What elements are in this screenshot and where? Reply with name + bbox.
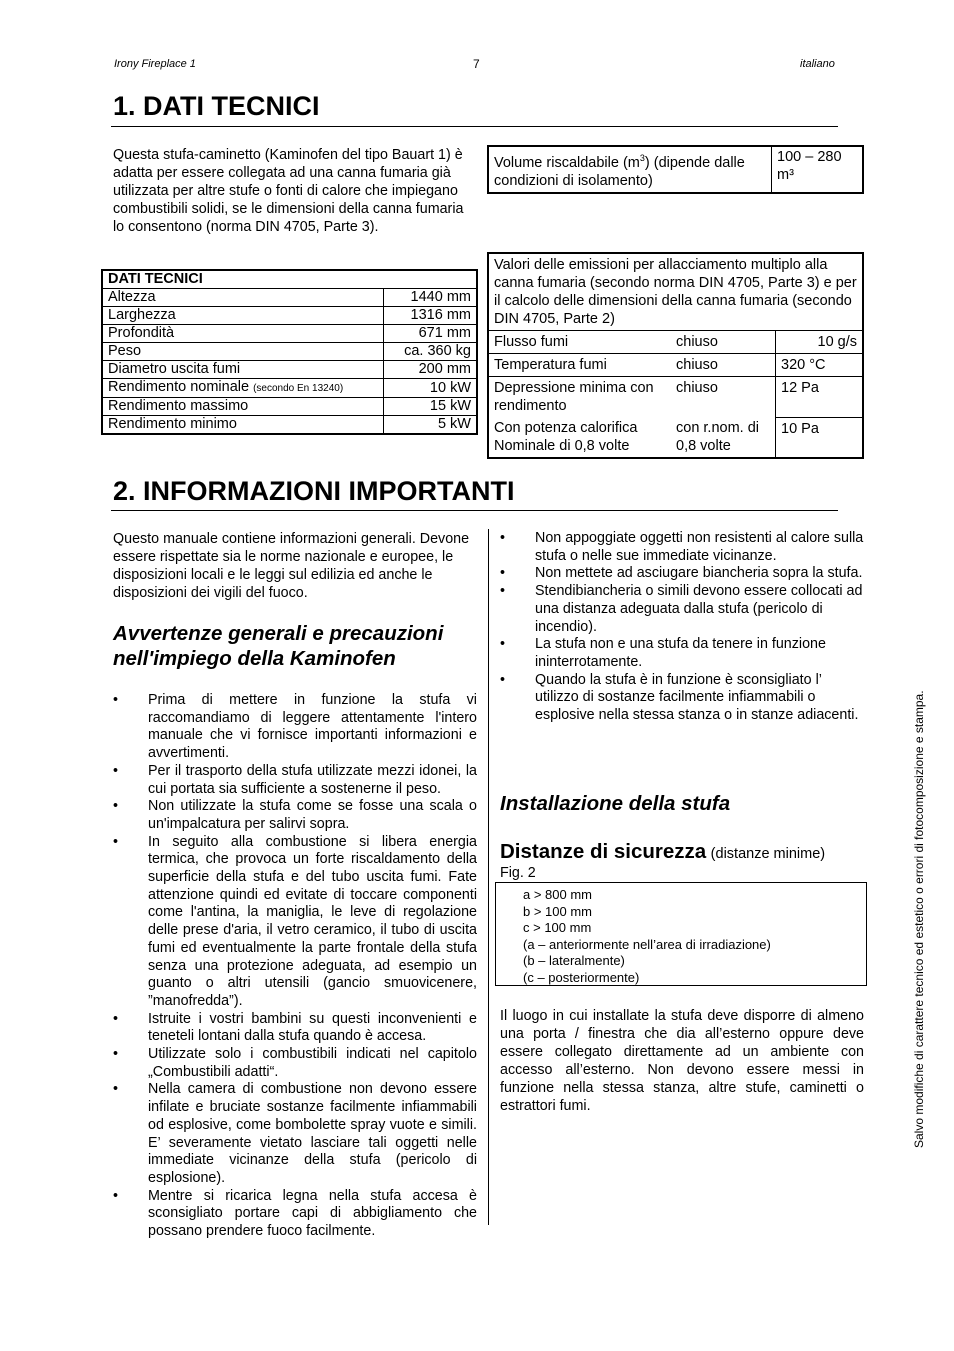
tech-value: 671 mm	[384, 325, 478, 343]
tech-label: Rendimento massimo	[102, 398, 384, 416]
section1-rule	[111, 126, 838, 127]
section2-rule	[111, 510, 838, 511]
column-divider	[488, 529, 489, 1225]
emission-row	[488, 331, 863, 354]
figure-ref: Fig. 2	[500, 865, 536, 881]
emission-cell: con r.nom. di 0,8 volte	[671, 417, 776, 458]
list-item: • Non appoggiate oggetti non resistenti al calore sulla stufa o nelle sue immediate vicinanze.	[500, 530, 864, 565]
tech-table-row	[102, 325, 477, 343]
section2-title: 2. INFORMAZIONI IMPORTANTI	[113, 476, 515, 506]
volume-value: 100 – 280 m³	[777, 149, 842, 183]
list-item: • In seguito alla combustione si libera energia termica, che provoca un forte riscaldamento della superficie della stufa e del tubo uscita fumi. Fate attenzione quindi ed evitate di toccare componenti come l'antina, la maniglia, le leve di regolazione delle prese d'aria, il vetro ceramico, il tubo di uscita fumi ed eventualmente la parte frontale della stufa senza una protezione adeguata, ad esempio un guanto o altri utensili (gancio smuovicenere, ”manofredda”).	[113, 834, 477, 1011]
safety-distance-box	[495, 882, 867, 986]
tech-value: 10 kW	[384, 379, 478, 398]
section2-intro: Questo manuale contiene informazioni generali. Devone essere rispettate sia le norme nazionale e europee, le disposizioni locali e le leggi sul edilizia ed anche le disposizioni dei vigili del fuoco.	[113, 531, 470, 601]
list-item: • Per il trasporto della stufa utilizzate mezzi idonei, la cui portata sia sufficiente a sostenerne il peso.	[113, 763, 477, 798]
distance-line: (a – anteriormente nell’area di irradiazione)	[523, 936, 771, 952]
emission-header: Valori delle emissioni per allacciamento multiplo alla canna fumaria (secondo norma DIN 4705, Parte 3) e per il calcolo delle dimensioni della canna fumaria (secondo DIN 4705, Parte 2)	[488, 253, 863, 331]
distance-line: c > 100 mm	[523, 920, 592, 936]
warnings-list-left	[113, 692, 477, 1241]
header-doc-title: Irony Fireplace 1	[114, 58, 196, 70]
tech-table-row	[102, 343, 477, 361]
subheading-safety-distances: Distanze di sicurezza (distanze minime)	[500, 840, 826, 863]
emission-cell: 10 g/s	[817, 334, 857, 350]
list-item: • Stendibiancheria o simili devono essere collocati ad una distanza adeguata dalla stufa (pericolo di incendio).	[500, 583, 864, 636]
distance-line: b > 100 mm	[523, 903, 593, 919]
header-page-number: 7	[473, 57, 480, 71]
tech-value: 200 mm	[384, 361, 478, 379]
volume-label: Volume riscaldabile $(m^3)$ (dipende dalle condizioni di isolamento)	[488, 146, 772, 193]
emission-cell: Temperatura fumi	[494, 357, 607, 373]
list-item: • Utilizzate solo i combustibili indicati nel capitolo „Combustibili adatti“.	[113, 1046, 477, 1081]
list-item: • La stufa non e una stufa da tenere in funzione ininterrotamente.	[500, 636, 864, 671]
tech-table-row	[102, 307, 477, 325]
tech-table-header: DATI TECNICI	[102, 270, 477, 289]
header-language: italiano	[800, 58, 835, 70]
emission-cell: 10 Pa	[781, 420, 819, 437]
emission-cell: chiuso	[671, 377, 776, 418]
emission-cell: 12 Pa	[776, 377, 864, 418]
list-item: • Quando la stufa è in funzione è sconsigliato l’ utilizzo di sostanze facilmente infiammabili o esplosive nella stessa stanza o in stanze adiacenti.	[500, 672, 864, 725]
list-item: • Istruite i vostri bambini su questi inconvenienti e teneteli lontani dalla stufa quando è accesa.	[113, 1011, 477, 1046]
tech-label-note: (secondo En 13240)	[253, 383, 344, 394]
distance-line: (c – posteriormente)	[523, 969, 640, 985]
subheading-installation: Installazione della stufa	[500, 792, 731, 815]
placement-paragraph: Il luogo in cui installate la stufa deve disporre di almeno una porta / finestra che dia all’esterno oppure deve essere collegato direttamente ad un ambiente con accesso all’esterno. Non devono essere messi in funzione nella stessa stanza, altre stufe, caminetti o estrattori fumi.	[500, 1008, 864, 1114]
side-disclaimer: Salvo modifiche di carattere tecnico ed estetico o errori di fotocomposizione e stampa.	[912, 690, 926, 1148]
volume-table	[487, 145, 864, 194]
distance-line: a > 800 mm	[523, 887, 593, 902]
list-item: • Nella camera di combustione non devono essere infilate e bruciate sostanze facilmente infiammabili od esplosive, come bombolette spray vuote e simili. E’ severamente vietato lasciare tali oggetti nelle immediate vicinanze della stufa (pericolo di esplosione).	[113, 1081, 477, 1187]
list-item: • Non utilizzate la stufa come se fosse una scala o un'impalcatura per salirvi sopra.	[113, 798, 477, 833]
tech-data-table	[101, 269, 478, 435]
emission-cell: chiuso	[671, 354, 776, 377]
tech-value: 1440 mm	[384, 289, 478, 307]
emission-cell: Con potenza calorifica Nominale di 0,8 volte	[494, 420, 638, 454]
emission-row	[488, 377, 863, 418]
tech-table-row	[102, 289, 477, 307]
emission-cell: Flusso fumi	[494, 334, 569, 350]
emission-cell: chiuso	[671, 331, 776, 354]
tech-value: ca. 360 kg	[384, 343, 478, 361]
list-item: • Non mettete ad asciugare biancheria sopra la stufa.	[500, 565, 864, 583]
emission-table	[487, 252, 864, 459]
tech-label: Diametro uscita fumi	[102, 361, 384, 379]
emission-row	[488, 417, 863, 458]
section1-intro: Questa stufa-caminetto (Kaminofen del tipo Bauart 1) è adatta per essere collegata ad una canna fumaria già utilizzata per altre stufe o fonti di calore che impiegano combustibili solidi, se le dimensioni della canna fumaria lo consentono (norma DIN 4705, Parte 3).	[113, 147, 464, 235]
distance-line: (b – lateralmente)	[523, 953, 625, 969]
tech-label: Altezza	[102, 289, 384, 307]
tech-label-text: Rendimento nominale	[108, 379, 250, 395]
tech-label: Peso	[102, 343, 384, 361]
emission-cell: Depressione minima con rendimento	[494, 380, 654, 414]
tech-value: 5 kW	[384, 416, 478, 435]
warnings-list-right	[500, 530, 864, 725]
tech-label	[102, 379, 384, 398]
tech-label: Rendimento minimo	[102, 416, 384, 435]
tech-table-row	[102, 361, 477, 379]
tech-table-row	[102, 398, 477, 416]
list-item: • Prima di mettere in funzione la stufa vi raccomandiamo di leggere attentamente l'intero manuale che vi fornisce importanti informazioni e avvertimenti.	[113, 692, 477, 763]
tech-label: Profondità	[102, 325, 384, 343]
list-item: • Mentre si ricarica legna nella stufa accesa è sconsigliato portare capi di abbigliamento che possano prendere fuoco facilmente.	[113, 1188, 477, 1241]
section1-title: 1. DATI TECNICI	[113, 91, 320, 121]
tech-table-row	[102, 416, 477, 435]
tech-label: Larghezza	[102, 307, 384, 325]
subheading-warnings: Avvertenze generali e precauzioni nell'impiego della Kaminofen	[113, 622, 444, 670]
tech-table-row	[102, 379, 477, 398]
emission-row	[488, 354, 863, 377]
emission-cell: 320 °C	[781, 357, 826, 373]
tech-value: 15 kW	[384, 398, 478, 416]
tech-value: 1316 mm	[384, 307, 478, 325]
